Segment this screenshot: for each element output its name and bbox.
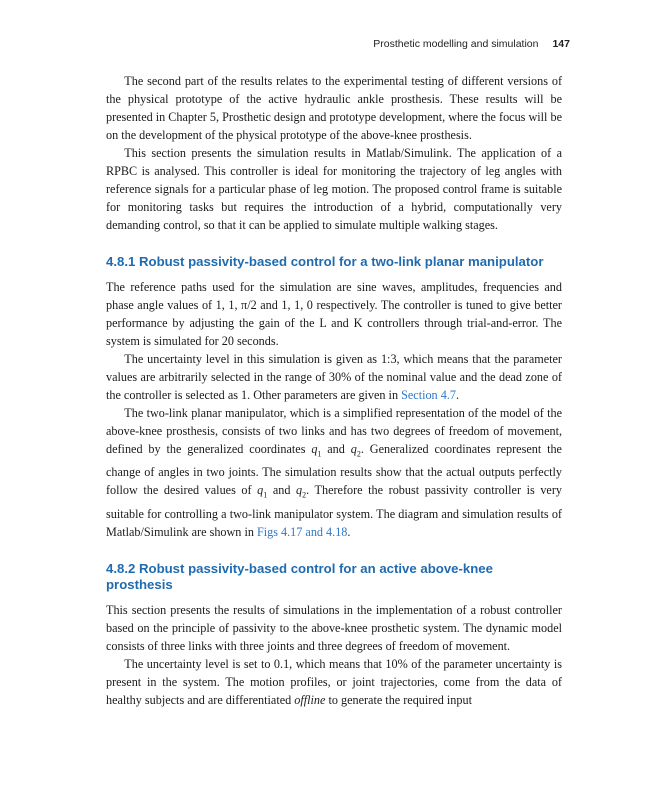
section-heading-4-8-1: 4.8.1 Robust passivity-based control for a two-link planar manipulator (106, 254, 544, 269)
paragraph-uncertainty-level: The uncertainty level in this simulation is given as 1:3, which means that the parameter values are arbitrarily selected in the range of 30% of the nominal value and the dead zone of the controller is selected as 1. Other parameters are given in Section 4.7. (106, 352, 562, 402)
math-q1: $q_1$ (311, 442, 322, 459)
emphasis-offline: offline (294, 692, 326, 707)
page-body (106, 72, 562, 709)
section-heading-4-8-2: 4.8.2 Robust passivity-based control for an active above-knee prosthesis (106, 560, 493, 592)
running-header (373, 38, 570, 50)
math-q2: $q_2$ (350, 442, 361, 459)
math-q2: $q_2$ (296, 483, 307, 500)
math-q1: $q_1$ (257, 483, 268, 500)
paragraph-robust-controller-akp: This section presents the results of simulations in the implementation of a robust controller based on the principle of passivity to the above-knee prosthetic system. The dynamic model consists of three links with three joints and three degrees of freedom of movement. (106, 602, 562, 653)
paragraph-simulation-overview: This section presents the simulation results in Matlab/Simulink. The application of a RPBC is analysed. This controller is ideal for monitoring the trajectory of leg angles with reference signals for a particular phase of leg motion. The proposed control frame is suitable for monitoring tasks but requires the introduction of a hybrid, computationally very demanding control, so that it can be applied to simulate multiple walking stages. (106, 146, 562, 232)
link-figs-4-17-4-18[interactable]: Figs 4.17 and 4.18 (256, 524, 348, 539)
paragraph-two-link-manipulator: The two-link planar manipulator, which is a simplified representation of the model of the above-knee prosthesis, consists of two links and has two degrees of freedom of movement, defined by the generalized coordinates $q_1$ and $q_2$. Generalized coordinates represent the change of angles in two joints. The simulation results show that the actual outputs perfectly follow the desired values of $q_1$ and $q_2$. Therefore the robust passivity controller is very suitable for controlling a two-link manipulator system. The diagram and simulation results of Matlab/Simulink are shown in Figs 4.17 and 4.18. (106, 406, 562, 539)
paragraph-uncertainty-akp: The uncertainty level is set to 0.1, which means that 10% of the parameter uncertainty is present in the system. The motion profiles, or joint trajectories, come from the data of healthy subjects and are differentiated offline to generate the required input (106, 656, 562, 707)
running-title: Prosthetic modelling and simulation (373, 38, 539, 50)
page-number: 147 (552, 38, 570, 50)
paragraph-results-intro: The second part of the results relates to the experimental testing of different versions of the physical prototype of the active hydraulic ankle prosthesis. These results will be presented in Chapter 5, Prosthetic design and prototype development, where the focus will be on the development of the physical prototype of the above-knee prosthesis. (106, 74, 562, 142)
link-section-4-7[interactable]: Section 4.7 (401, 388, 456, 402)
paragraph-reference-paths: The reference paths used for the simulation are sine waves, amplitudes, frequencies and phase angle values of 1, 1, π/2 and 1, 1, 0 respectively. The controller is tuned to give better performance by adjusting the gain of the L and K controllers through trial-and-error. The system is simulated for 20 seconds. (106, 280, 562, 348)
